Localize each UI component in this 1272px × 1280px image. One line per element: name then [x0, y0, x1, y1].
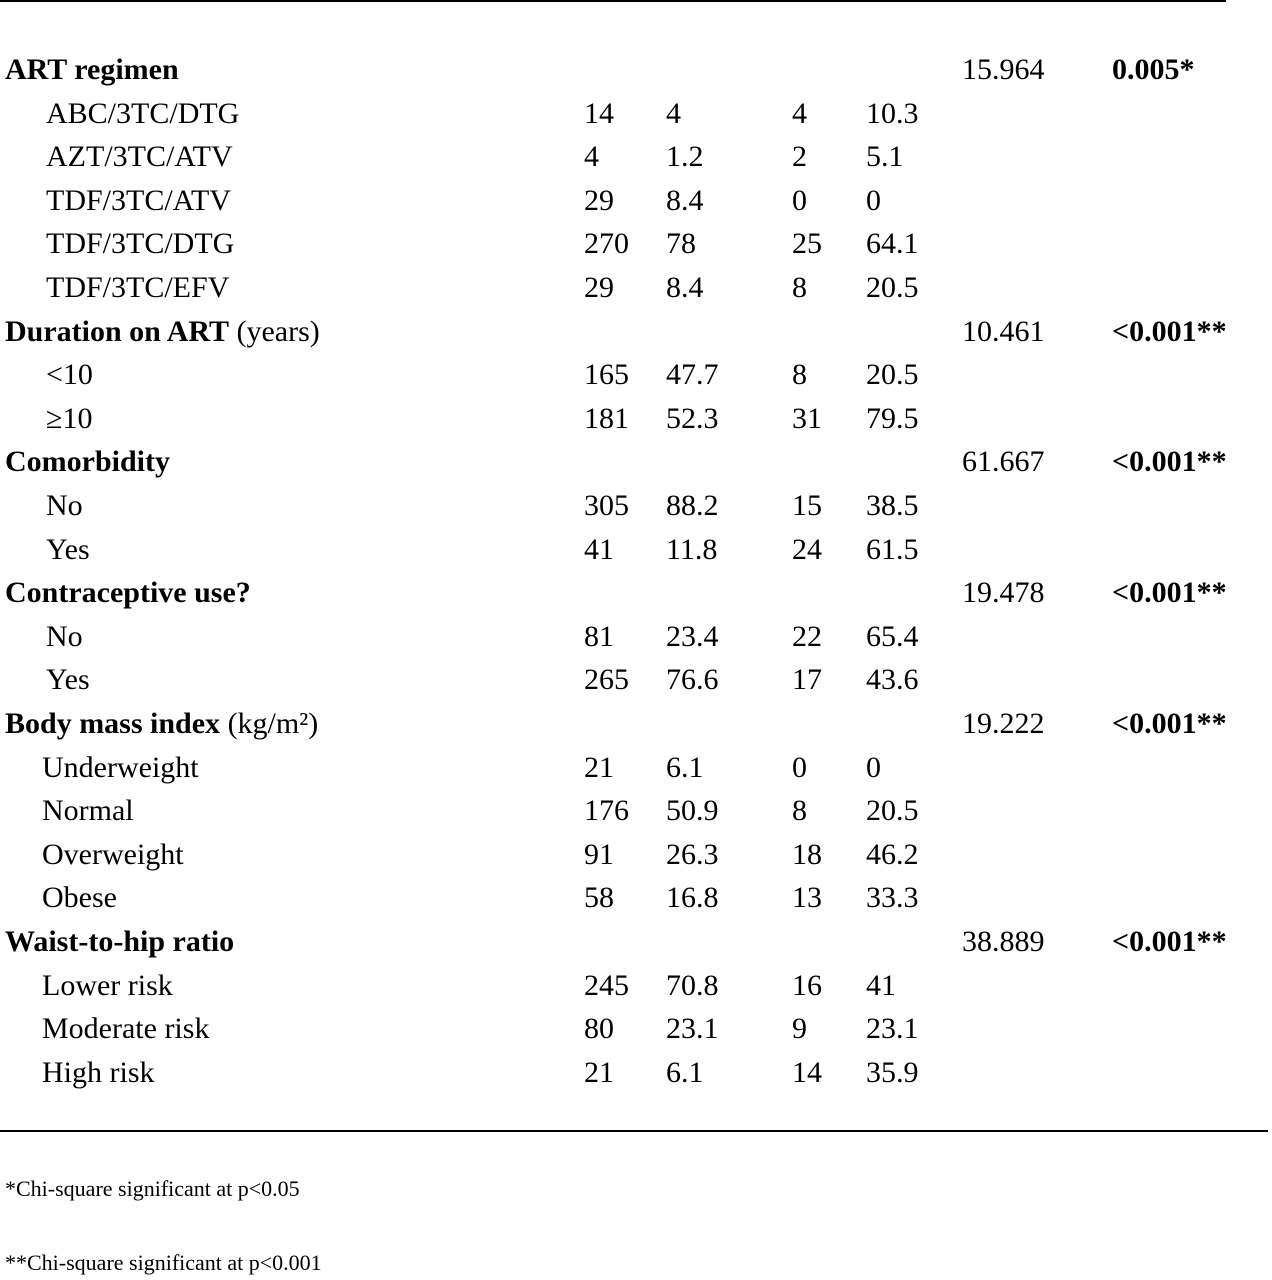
group2-count: 24 [792, 532, 822, 566]
group2-percent: 35.9 [866, 1055, 919, 1089]
group1-percent: 4 [666, 96, 681, 130]
row-label: ABC/3TC/DTG [46, 96, 240, 130]
group2-count: 22 [792, 619, 822, 653]
table-row [0, 876, 1272, 920]
group2-count: 18 [792, 837, 822, 871]
group1-percent: 6.1 [666, 750, 704, 784]
row-label: Normal [42, 794, 134, 828]
group2-count: 31 [792, 401, 822, 435]
p-value: <0.001** [1112, 707, 1227, 740]
chi-square-value: 61.667 [962, 445, 1045, 479]
table-section-header [0, 702, 1272, 746]
section-title: Waist-to-hip ratio [5, 925, 235, 958]
section-unit: (years) [229, 314, 320, 348]
group2-count: 0 [792, 183, 807, 217]
row-label: <10 [46, 358, 93, 392]
table-section-header [0, 920, 1272, 964]
footnote-significance-0001: **Chi-square significant at p<0.001 [5, 1250, 322, 1275]
group2-percent: 0 [866, 183, 881, 217]
group2-percent: 64.1 [866, 227, 919, 261]
group2-percent: 61.5 [866, 532, 919, 566]
group2-count: 8 [792, 271, 807, 304]
table-row [0, 658, 1272, 702]
table-section-header [0, 48, 1272, 92]
section-title: Duration on ART [5, 314, 229, 348]
table-row [0, 353, 1272, 397]
p-value: <0.001** [1112, 925, 1227, 958]
group2-percent: 20.5 [866, 794, 919, 828]
row-label: Yes [46, 663, 90, 697]
group1-percent: 16.8 [666, 881, 719, 915]
section-title: ART regimen [5, 53, 179, 86]
table-row [0, 746, 1272, 790]
group1-percent: 6.1 [666, 1055, 704, 1089]
table-row [0, 1007, 1272, 1051]
row-label: ≥10 [46, 401, 93, 435]
group2-count: 0 [792, 750, 807, 784]
group2-percent: 43.6 [866, 663, 919, 697]
p-value: <0.001** [1112, 445, 1227, 479]
table-row [0, 964, 1272, 1008]
group1-count: 41 [584, 532, 614, 566]
group2-count: 17 [792, 663, 822, 697]
group1-count: 81 [584, 619, 614, 653]
footnote-significance-005: *Chi-square significant at p<0.05 [5, 1176, 300, 1201]
table-row [0, 222, 1272, 266]
chi-square-value: 10.461 [962, 314, 1045, 348]
row-label: No [46, 489, 83, 522]
section-title: Body mass index [5, 707, 221, 740]
row-label: Moderate risk [42, 1012, 210, 1046]
group1-count: 91 [584, 837, 614, 871]
table-section-header [0, 310, 1272, 354]
group2-count: 8 [792, 358, 807, 392]
section-title: Contraceptive use? [5, 576, 251, 610]
chi-square-value: 19.478 [962, 576, 1045, 610]
group1-percent: 8.4 [666, 183, 704, 217]
group1-count: 181 [584, 401, 629, 435]
table-row [0, 528, 1272, 572]
p-value: <0.001** [1112, 576, 1227, 610]
group1-percent: 47.7 [666, 358, 719, 392]
row-label: Overweight [42, 837, 184, 871]
group2-percent: 41 [866, 968, 896, 1002]
table-bottom-rule [0, 1130, 1268, 1132]
section-title: Comorbidity [5, 445, 170, 479]
group1-percent: 70.8 [666, 968, 719, 1002]
table-row [0, 92, 1272, 136]
group2-count: 8 [792, 794, 807, 828]
row-label: TDF/3TC/DTG [46, 227, 235, 261]
group1-count: 4 [584, 140, 599, 174]
group2-count: 14 [792, 1055, 822, 1089]
group1-percent: 8.4 [666, 271, 704, 304]
p-value: 0.005* [1112, 53, 1195, 86]
row-label: No [46, 619, 83, 653]
chi-square-value: 15.964 [962, 53, 1045, 86]
table-section-header [0, 440, 1272, 484]
group2-percent: 38.5 [866, 489, 919, 522]
group1-count: 270 [584, 227, 629, 261]
table-row [0, 266, 1272, 310]
row-label: Lower risk [42, 968, 173, 1002]
row-label: Yes [46, 532, 90, 566]
group1-percent: 23.1 [666, 1012, 719, 1046]
group1-percent: 50.9 [666, 794, 719, 828]
section-label [5, 310, 320, 354]
table-section-header [0, 571, 1272, 615]
group1-percent: 11.8 [666, 532, 718, 566]
group2-count: 25 [792, 227, 822, 261]
chi-square-value: 38.889 [962, 925, 1045, 958]
table-row [0, 397, 1272, 441]
group1-percent: 88.2 [666, 489, 719, 522]
group2-count: 15 [792, 489, 822, 522]
group1-count: 265 [584, 663, 629, 697]
group2-count: 4 [792, 96, 807, 130]
p-value: <0.001** [1112, 314, 1227, 348]
group2-percent: 79.5 [866, 401, 919, 435]
group2-count: 2 [792, 140, 807, 174]
group1-count: 80 [584, 1012, 614, 1046]
group1-percent: 23.4 [666, 619, 719, 653]
table-row [0, 615, 1272, 659]
group1-percent: 26.3 [666, 837, 719, 871]
group2-count: 9 [792, 1012, 807, 1046]
row-label: Underweight [42, 750, 199, 784]
table-row [0, 789, 1272, 833]
table-row [0, 833, 1272, 877]
group1-percent: 76.6 [666, 663, 719, 697]
table-top-rule [0, 0, 1226, 2]
group1-count: 14 [584, 96, 614, 130]
group1-percent: 52.3 [666, 401, 719, 435]
section-label [5, 702, 318, 746]
table-row [0, 179, 1272, 223]
row-label: AZT/3TC/ATV [46, 140, 233, 174]
group1-percent: 1.2 [666, 140, 704, 174]
group2-percent: 5.1 [866, 140, 904, 174]
section-label [5, 920, 234, 964]
group2-count: 13 [792, 881, 822, 915]
group2-percent: 20.5 [866, 358, 919, 392]
group1-count: 305 [584, 489, 629, 522]
row-label: TDF/3TC/ATV [46, 183, 232, 217]
section-unit: (kg/m²) [220, 707, 319, 740]
table-row [0, 1051, 1272, 1095]
group1-count: 245 [584, 968, 629, 1002]
row-label: Obese [42, 881, 117, 915]
chi-square-value: 19.222 [962, 707, 1045, 740]
section-label [5, 440, 170, 484]
group2-percent: 33.3 [866, 881, 919, 915]
group2-percent: 65.4 [866, 619, 919, 653]
group1-count: 21 [584, 1055, 614, 1089]
group2-count: 16 [792, 968, 822, 1002]
row-label: TDF/3TC/EFV [46, 271, 230, 304]
group2-percent: 46.2 [866, 837, 919, 871]
row-label: High risk [42, 1055, 155, 1089]
group1-count: 29 [584, 183, 614, 217]
group1-count: 58 [584, 881, 614, 915]
group1-count: 29 [584, 271, 614, 304]
table-row [0, 135, 1272, 179]
group1-count: 165 [584, 358, 629, 392]
group2-percent: 23.1 [866, 1012, 919, 1046]
group1-count: 21 [584, 750, 614, 784]
group1-percent: 78 [666, 227, 696, 261]
table-row [0, 484, 1272, 528]
group1-count: 176 [584, 794, 629, 828]
group2-percent: 0 [866, 750, 881, 784]
section-label [5, 571, 251, 615]
group2-percent: 20.5 [866, 271, 919, 304]
section-label [5, 48, 179, 92]
group2-percent: 10.3 [866, 96, 919, 130]
